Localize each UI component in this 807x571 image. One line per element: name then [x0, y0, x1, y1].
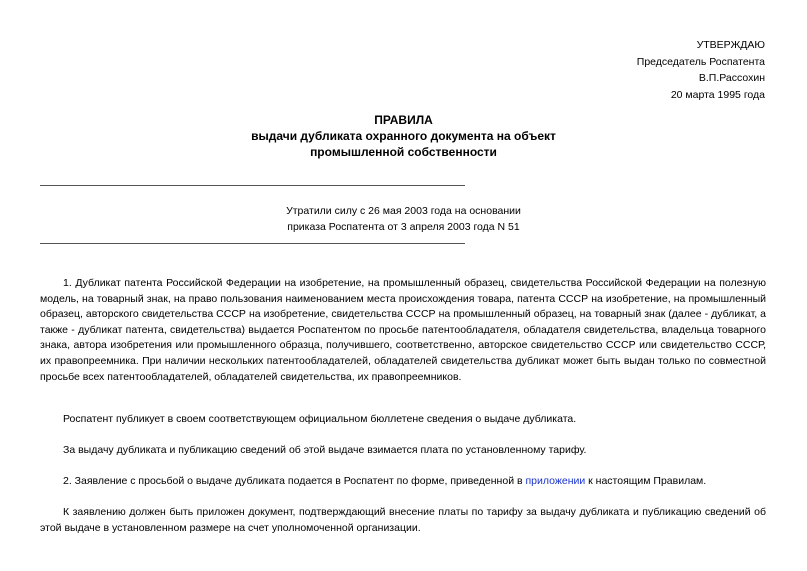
- paragraph-4: [40, 474, 766, 490]
- approval-date: 20 марта 1995 года: [670, 88, 765, 101]
- paragraph-4-after: к настоящим Правилам.: [585, 475, 707, 487]
- repeal-line-2: приказа Роспатента от 3 апреля 2003 года N 51: [287, 221, 520, 233]
- paragraph-4-before: 2. Заявление с просьбой о выдаче дубликата подается в Роспатент по форме, приведенной в: [63, 475, 526, 487]
- paragraph-2-text: Роспатент публикует в своем соответствующем официальном бюллетене сведения о выдаче дубликата.: [63, 413, 577, 425]
- paragraph-3: [40, 443, 766, 459]
- approval-heading: УТВЕРЖДАЮ: [696, 39, 765, 51]
- paragraph-5-text: К заявлению должен быть приложен документ, подтверждающий внесение платы по тарифу за выдачу дубликата и публикацию сведений об этой выдаче в установленном размере на счет уполномоченной организации.: [40, 506, 766, 534]
- title-line-3: промышленной собственности: [310, 145, 497, 159]
- divider-bottom: [40, 243, 465, 244]
- divider-top: [40, 185, 465, 186]
- paragraph-3-text: За выдачу дубликата и публикацию сведений об этой выдаче взимается плата по установленному тарифу.: [63, 444, 587, 456]
- title-line-2: выдачи дубликата охранного документа на объект: [251, 129, 556, 143]
- paragraph-1-text: 1. Дубликат патента Российской Федерации на изобретение, на промышленный образец, свидетельства Российской Федерации на полезную модель, на товарный знак, на право пользования наименованием места происхождения товара, патента СССР на изобретение, на промышленный образец, авторского свидетельства СССР на изобретение, свидетельства СССР на промышленный образец, на товарный знак (далее - дубликат, а также - дубликат патента, свидетельства) выдается Роспатентом по просьбе патентообладателя, обладателя свидетельства, владельца товарного знака, автора изобретения или промышленного образца, получившего, соответственно, авторское свидетельство СССР или свидетельство СССР, их правопреемника. При наличии нескольких патентообладателей, обладателей свидетельства дубликат может быть выдан только по совместной просьбе всех патентообладателей, обладателей свидетельства, их правопреемников.: [40, 277, 766, 383]
- paragraph-4-text: [40, 474, 766, 490]
- document-title: [0, 112, 807, 160]
- repeal-line-1: Утратили силу с 26 мая 2003 года на основании: [286, 205, 521, 217]
- approval-name: В.П.Рассохин: [698, 72, 765, 84]
- repeal-note: [0, 203, 807, 235]
- appendix-link[interactable]: приложении: [525, 475, 586, 487]
- paragraph-5: [40, 505, 766, 536]
- title-line-1: ПРАВИЛА: [374, 113, 433, 127]
- approval-position: Председатель Роспатента: [636, 55, 765, 68]
- approval-block: [637, 37, 765, 103]
- paragraph-1: [40, 276, 766, 385]
- paragraph-2: [40, 412, 766, 428]
